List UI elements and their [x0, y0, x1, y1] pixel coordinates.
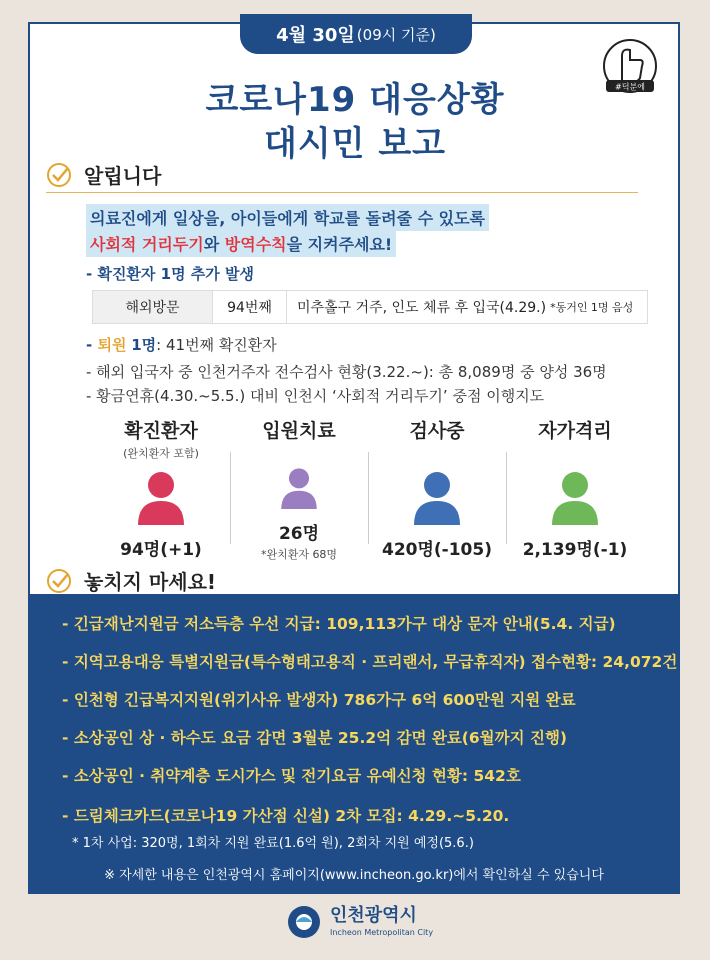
stat-value: 94명(+1) — [120, 540, 202, 560]
person-icon — [410, 469, 464, 525]
highlight-distancing: 사회적 거리두기 — [90, 235, 204, 254]
mascot-text: #덕분에 — [615, 82, 645, 92]
list-item: - 드림체크카드(코로나19 가산점 신설) 2차 모집: 4.29.~5.20. — [62, 807, 510, 825]
discharge-count: 1명 — [131, 336, 157, 354]
person-icon — [272, 466, 326, 509]
dont-miss-panel — [28, 594, 680, 892]
highlight-line-2 — [86, 230, 396, 257]
stat-testing — [368, 412, 506, 562]
stat-label: 확진환자 — [124, 420, 198, 442]
discharge-label: 퇴원 — [97, 336, 127, 354]
highlight-and: 와 — [203, 235, 225, 254]
dream-card-note: * 1차 사업: 320명, 1회차 지원 완료(1.6억 원), 2회차 지원 예정(5.6.) — [72, 836, 474, 851]
case-detail-note: *동거인 1명 음성 — [550, 301, 634, 314]
check-circle-icon — [46, 162, 72, 188]
case-type-cell: 해외방문 — [93, 291, 213, 323]
highlight-line-1: 의료진에게 일상을, 아이들에게 학교를 돌려줄 수 있도록 — [86, 204, 489, 231]
discharge-rest: : 41번째 확진환자 — [156, 336, 277, 354]
stat-label: 검사중 — [409, 420, 465, 442]
stat-value: 26명 — [278, 524, 320, 544]
logo-name: 인천광역시 — [330, 905, 417, 926]
page-title-line1: 코로나19 대응상황 — [205, 80, 505, 120]
section-notice-heading — [46, 160, 161, 189]
stat-self-quarantine — [506, 412, 644, 562]
notice-heading-text: 알립니다 — [84, 164, 162, 188]
dont-miss-heading-text: 놓치지 마세요! — [84, 570, 217, 594]
thumbs-up-icon — [600, 36, 660, 100]
logo-en: Incheon Metropolitan City — [330, 928, 434, 937]
date-text: 4월 30일 — [276, 25, 355, 46]
divider — [46, 192, 638, 193]
person-icon — [548, 469, 602, 525]
logo-text — [330, 907, 433, 937]
stat-label: 자가격리 — [538, 420, 612, 442]
website-footer-note: ※ 자세한 내용은 인천광역시 홈페이지(www.incheon.go.kr)에서 확인하실 수 있습니다 — [104, 868, 604, 883]
incheon-logo — [286, 904, 433, 940]
stat-note: (완치환자 포함) — [123, 447, 199, 460]
highlight-end: 을 지켜주세요! — [286, 235, 393, 254]
overseas-test-line: - 해외 입국자 중 인천거주자 전수검사 현황(3.22.~): 총 8,089명 중 양성 36명 — [86, 363, 607, 381]
list-item: - 긴급재난지원금 저소득층 우선 지급: 109,113가구 대상 문자 안내(5.4. 지급) — [62, 615, 616, 633]
stat-value: 420명(-105) — [382, 540, 492, 560]
list-item: - 지역고용대응 특별지원금(특수형태고용직 · 프리랜서, 무급휴직자) 접수현황: 24,072건 — [62, 653, 678, 671]
date-sub-text: (09시 기준) — [356, 25, 436, 44]
list-item: - 인천형 긴급복지지원(위기사유 발생자) 786가구 6억 600만원 지원 완료 — [62, 691, 576, 709]
incheon-emblem-icon — [286, 904, 322, 940]
stat-sub: *완치환자 68명 — [260, 548, 338, 561]
stat-hospitalized — [230, 412, 368, 562]
stat-confirmed — [92, 412, 230, 562]
case-detail-cell — [287, 291, 647, 323]
discharge-prefix: - — [86, 336, 98, 354]
discharge-line — [86, 334, 277, 355]
list-item: - 소상공인 상 · 하수도 요금 감면 3월분 25.2억 감면 완료(6월까지 진행) — [62, 729, 568, 747]
person-icon — [134, 469, 188, 525]
stat-label: 입원치료 — [262, 420, 336, 442]
stats-panel — [92, 412, 644, 562]
case-info-table — [92, 290, 648, 324]
date-badge — [240, 14, 472, 54]
list-item: - 소상공인 · 취약계층 도시가스 및 전기요금 유예신청 현황: 542호 — [62, 767, 521, 785]
holiday-line: - 황금연휴(4.30.~5.5.) 대비 인천시 ‘사회적 거리두기’ 중점 이행지도 — [86, 387, 545, 405]
new-case-line: - 확진환자 1명 추가 발생 — [86, 265, 254, 283]
case-number-cell: 94번째 — [213, 291, 287, 323]
page-title-line2: 대시민 보고 — [263, 124, 447, 164]
case-detail-text: 미추홀구 거주, 인도 체류 후 입국(4.29.) — [297, 300, 547, 316]
stat-value: 2,139명(-1) — [522, 540, 628, 560]
check-circle-icon — [46, 568, 72, 594]
section-dont-miss-heading — [46, 566, 216, 595]
highlight-rules: 방역수칙 — [224, 235, 287, 254]
